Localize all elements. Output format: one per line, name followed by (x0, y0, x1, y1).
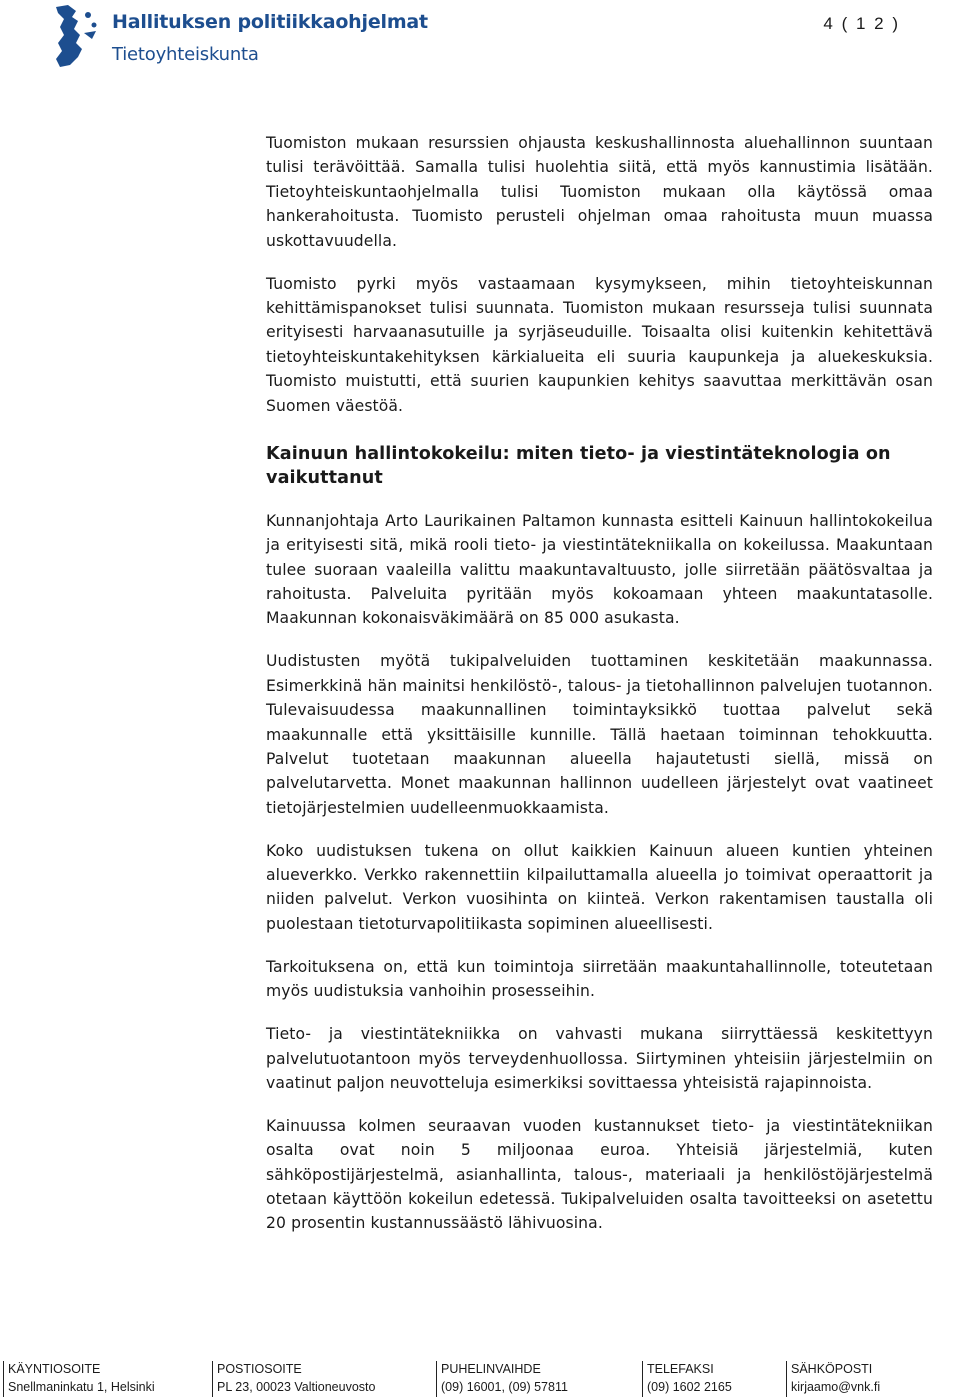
footer-visit-address (3, 1361, 155, 1397)
footer-label: POSTIOSOITE (217, 1362, 302, 1376)
document-body (266, 131, 933, 1254)
paragraph: Koko uudistuksen tukena on ollut kaikkien Kainuun alueen kuntien yhteinen alueverkko. Verkko rakennettiin kilpailuttamalla alueella jo toimivat operaattorit ja niiden palvelut. Verkon vuosihinta on kiinteä. Verkon rakentamisen taustalla oli puolestaan tietoturvapolitiikasta sopiminen alueellisesti. (266, 841, 933, 933)
footer-value: kirjaamo@vnk.fi (791, 1380, 881, 1394)
footer-label: KÄYNTIOSOITE (8, 1362, 101, 1376)
footer-value: (09) 16001, (09) 57811 (441, 1380, 568, 1394)
paragraph: Tarkoituksena on, että kun toimintoja siirretään maakuntahallinnolle, toteutetaan myös uudistuksia vanhoihin prosesseihin. (266, 957, 933, 1001)
finland-map-icon (48, 3, 108, 69)
footer-label: SÄHKÖPOSTI (791, 1362, 873, 1376)
paragraph: Uudistusten myötä tukipalveluiden tuottaminen keskitetään maakunnassa. Esimerkkinä hän mainitsi henkilöstö-, talous- ja tietohallinnon palvelujen tuotannon. Tulevaisuudessa maakunnallinen toimintayksikkö tuottaa palvelut sekä maakunnalle että yksittäisille kunnille. Tällä haetaan toiminnan tehokkuutta. Palvelut tuotetaan maakunnan alueella hajautetusti siellä, missä on palvelutarvetta. Monet maakunnan hallinnon uudelleen järjestelyt ovat vaatineet tietojärjestelmien uudelleenmuokkaamista. (266, 652, 933, 817)
logo-subtitle: Tietoyhteiskunta (112, 44, 259, 65)
footer (0, 1358, 960, 1398)
footer-label: PUHELINVAIHDE (441, 1362, 541, 1376)
footer-label: TELEFAKSI (647, 1362, 714, 1376)
section-heading: Kainuun hallintokokeilu: miten tieto- ja viestintäteknologia on vaikuttanut (266, 443, 891, 489)
paragraph: Tuomisto pyrki myös vastaamaan kysymykseen, mihin tietoyhteiskunnan kehittämispanokset tulisi suunnata. Tuomiston mukaan resursseja tulisi suunnata erityisesti harvaanasutuille ja syrjäseuduille. Toisaalta olisi kuitenkin kehitettävä tietoyhteiskuntakehityksen kärkialueita eli suuria kaupunkeja ja aluekeskuksia. Tuomisto muistutti, että suurien kaupunkien kehitys saavuttaa merkittävän osan Suomen väestöä. (266, 274, 933, 415)
paragraph: Kainuussa kolmen seuraavan vuoden kustannukset tieto- ja viestintätekniikan osalta ovat noin 5 miljoonaa euroa. Yhteisiä järjestelmiä, kuten sähköpostijärjestelmä, asianhallinta, talous-, materiaali ja henkilöstöjärjestelmä otetaan käyttöön kokeilun edetessä. Tukipalveluiden osalta tavoitteeksi on asetettu 20 prosentin kustannussäästö lähivuosina. (266, 1116, 933, 1233)
footer-value: PL 23, 00023 Valtioneuvosto (217, 1380, 376, 1394)
footer-value: (09) 1602 2165 (647, 1380, 732, 1394)
footer-email (786, 1361, 880, 1397)
paragraph: Tuomiston mukaan resurssien ohjausta keskushallinnosta aluehallinnon suuntaan tulisi terävöittää. Samalla tulisi huolehtia siitä, että myös kannustimia lisätään. Tietoyhteiskuntaohjelmalla tulisi Tuomiston mukaan olla käytössä omaa hankerahoitusta. Tuomisto perusteli ohjelman omaa rahoitusta muun muassa uskottavuudella. (266, 134, 933, 250)
page-number: 4 ( 1 2 ) (823, 14, 900, 33)
paragraph: Tieto- ja viestintätekniikka on vahvasti mukana siirryttäessä keskitettyyn palvelutuotantoon myös terveydenhuollossa. Siirtyminen yhteisiin järjestelmiin on vaatinut paljon neuvotteluja esimerkiksi sovittaessa yhteisistä rajapinnoista. (266, 1025, 933, 1092)
footer-value: Snellmaninkatu 1, Helsinki (8, 1380, 155, 1394)
footer-phone (436, 1361, 568, 1397)
paragraph: Kunnanjohtaja Arto Laurikainen Paltamon kunnasta esitteli Kainuun hallintokokeilua ja erityisesti sitä, mikä rooli tieto- ja viestintätekniikalla on kokeilussa. Maakuntaan tulee suoraan vaaleilla valittu maakuntavaltuusto, jolle siirretään päätösvaltaa ja rahoitusta. Palveluita pyritään myös kokoamaan yhteen maakuntatasolle. Maakunnan kokonaisväkimäärä on 85 000 asukasta. (266, 511, 933, 628)
footer-fax (642, 1361, 732, 1397)
logo-title: Hallituksen politiikkaohjelmat (112, 11, 428, 33)
footer-postal-address (212, 1361, 375, 1397)
logo (48, 3, 428, 69)
